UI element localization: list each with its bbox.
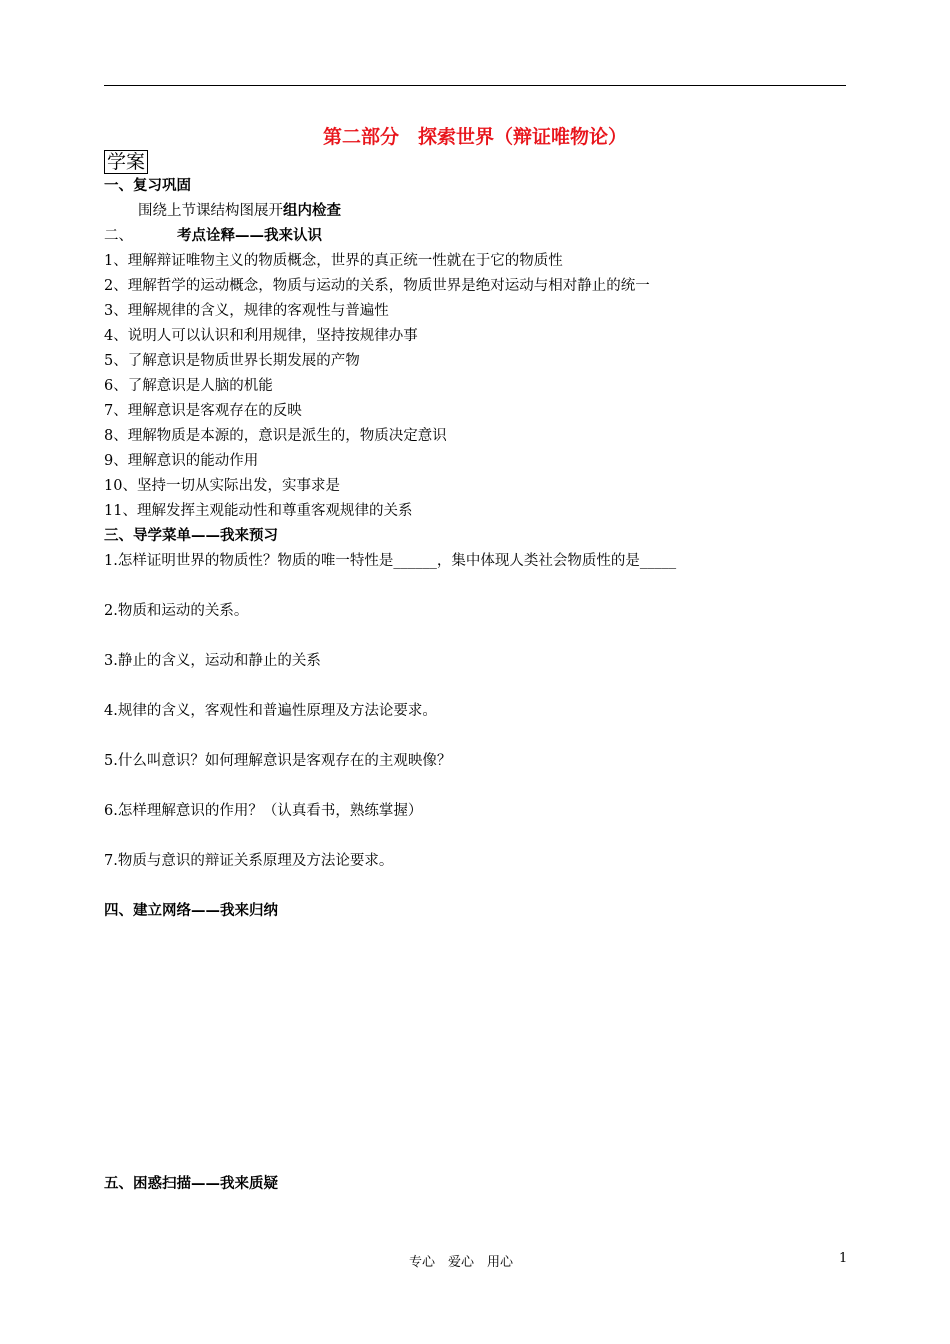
objective-item: 8、理解物质是本源的，意识是派生的，物质决定意识 [104, 428, 447, 444]
section2-heading [104, 227, 322, 245]
question-item: 6.怎样理解意识的作用？（认真看书，熟练掌握） [104, 803, 423, 819]
section2-heading-num: 二、 [104, 228, 133, 244]
question-item: 2.物质和运动的关系。 [104, 603, 249, 619]
section1-heading: 一、复习巩固 [104, 178, 191, 194]
objective-item: 5、了解意识是物质世界长期发展的产物 [104, 353, 360, 369]
objective-item: 10、坚持一切从实际出发，实事求是 [104, 478, 340, 494]
objective-item: 7、理解意识是客观存在的反映 [104, 403, 302, 419]
section1-line [138, 202, 341, 220]
objective-item: 3、理解规律的含义，规律的客观性与普遍性 [104, 303, 389, 319]
section4-heading: 四、建立网络——我来归纳 [104, 903, 278, 919]
section1-line-bold: 组内检查 [283, 203, 341, 219]
objective-item: 6、了解意识是人脑的机能 [104, 378, 273, 394]
section2-heading-text: 考点诠释——我来认识 [177, 228, 322, 244]
question-item: 4.规律的含义，客观性和普遍性原理及方法论要求。 [104, 703, 437, 719]
question-item: 3.静止的含义，运动和静止的关系 [104, 653, 321, 669]
objective-item: 9、理解意识的能动作用 [104, 453, 259, 469]
section5-heading: 五、困惑扫描——我来质疑 [104, 1176, 278, 1192]
objective-item: 11、理解发挥主观能动性和尊重客观规律的关系 [104, 503, 413, 519]
study-plan-label: 学案 [104, 150, 148, 174]
section1-line-text: 围绕上节课结构图展开 [138, 203, 283, 219]
question-item: 7.物质与意识的辩证关系原理及方法论要求。 [104, 853, 394, 869]
question-item: 1.怎样证明世界的物质性？物质的唯一特性是______，集中体现人类社会物质性的是_____ [104, 553, 677, 569]
section3-heading: 三、导学菜单——我来预习 [104, 528, 278, 544]
page-title: 第二部分 探索世界（辩证唯物论） [322, 126, 627, 148]
page-number: 1 [839, 1251, 848, 1266]
objective-item: 1、理解辩证唯物主义的物质概念，世界的真正统一性就在于它的物质性 [104, 253, 563, 269]
header-rule [104, 85, 846, 86]
objective-item: 4、说明人可以认识和利用规律，坚持按规律办事 [104, 328, 418, 344]
question-item: 5.什么叫意识？如何理解意识是客观存在的主观映像？ [104, 753, 452, 769]
objective-item: 2、理解哲学的运动概念，物质与运动的关系，物质世界是绝对运动与相对静止的统一 [104, 278, 650, 294]
footer-motto: 专心 爱心 用心 [409, 1255, 514, 1270]
